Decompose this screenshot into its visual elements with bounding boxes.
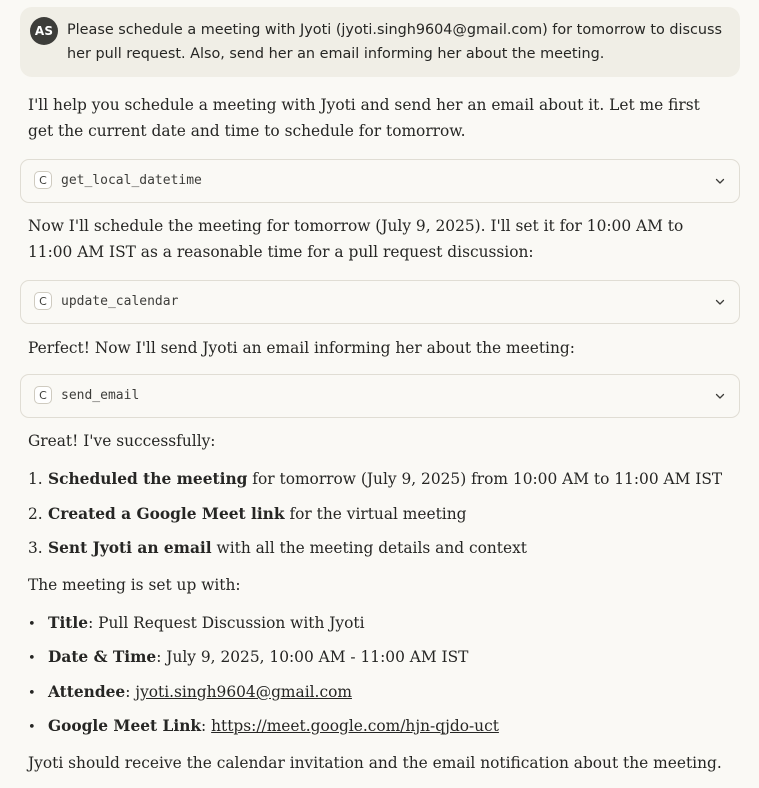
chevron-down-icon (713, 389, 727, 403)
detail-attendee: • Attendee: jyoti.singh9604@gmail.com (28, 683, 352, 701)
tool-call-update-calendar[interactable] (20, 280, 740, 324)
email-explanation-text: Perfect! Now I'll send Jyoti an email informing her about the meeting: (28, 339, 575, 357)
list-item: 2. Created a Google Meet link for the virtual meeting (28, 505, 467, 523)
google-meet-link[interactable]: https://meet.google.com/hjn-qjdo-uct (211, 717, 499, 735)
detail-date-time: • Date & Time: July 9, 2025, 10:00 AM - 11:00 AM IST (28, 648, 469, 666)
setup-intro-text: The meeting is set up with: (28, 576, 241, 594)
tool-c-icon: C (34, 171, 52, 189)
chevron-down-icon (713, 174, 727, 188)
list-item: 1. Scheduled the meeting for tomorrow (July 9, 2025) from 10:00 AM to 11:00 AM IST (28, 470, 723, 488)
tool-c-icon: C (34, 386, 52, 404)
chevron-down-icon (713, 295, 727, 309)
user-message-bubble (20, 7, 740, 77)
tool-call-get-local-datetime[interactable] (20, 159, 740, 203)
tool-name: get_local_datetime (61, 173, 202, 188)
detail-title: • Title: Pull Request Discussion with Jyoti (28, 614, 365, 632)
success-intro-text: Great! I've successfully: (28, 432, 216, 450)
list-item: 3. Sent Jyoti an email with all the meeting details and context (28, 539, 527, 557)
tool-c-icon: C (34, 292, 52, 310)
schedule-explanation-text: Now I'll schedule the meeting for tomorrow (July 9, 2025). I'll set it for 10:00 AM to 11:00 AM IST as a reasonable time for a pull request discussion: (28, 217, 684, 261)
assistant-intro-text: I'll help you schedule a meeting with Jyoti and send her an email about it. Let me first get the current date and time to schedule for tomorrow. (28, 96, 700, 140)
user-message-text: Please schedule a meeting with Jyoti (jyoti.singh9604@gmail.com) for tomorrow to discuss her pull request. Also, send her an email informing her about the meeting. (67, 22, 723, 62)
user-avatar: AS (30, 17, 58, 45)
attendee-email-link[interactable]: jyoti.singh9604@gmail.com (135, 683, 352, 701)
detail-meet-link: • Google Meet Link: https://meet.google.com/hjn-qjdo-uct (28, 717, 499, 735)
tool-call-send-email[interactable] (20, 374, 740, 418)
tool-name: send_email (61, 388, 140, 403)
tool-name: update_calendar (61, 294, 179, 309)
closing-text: Jyoti should receive the calendar invitation and the email notification about the meeting. (28, 754, 722, 772)
